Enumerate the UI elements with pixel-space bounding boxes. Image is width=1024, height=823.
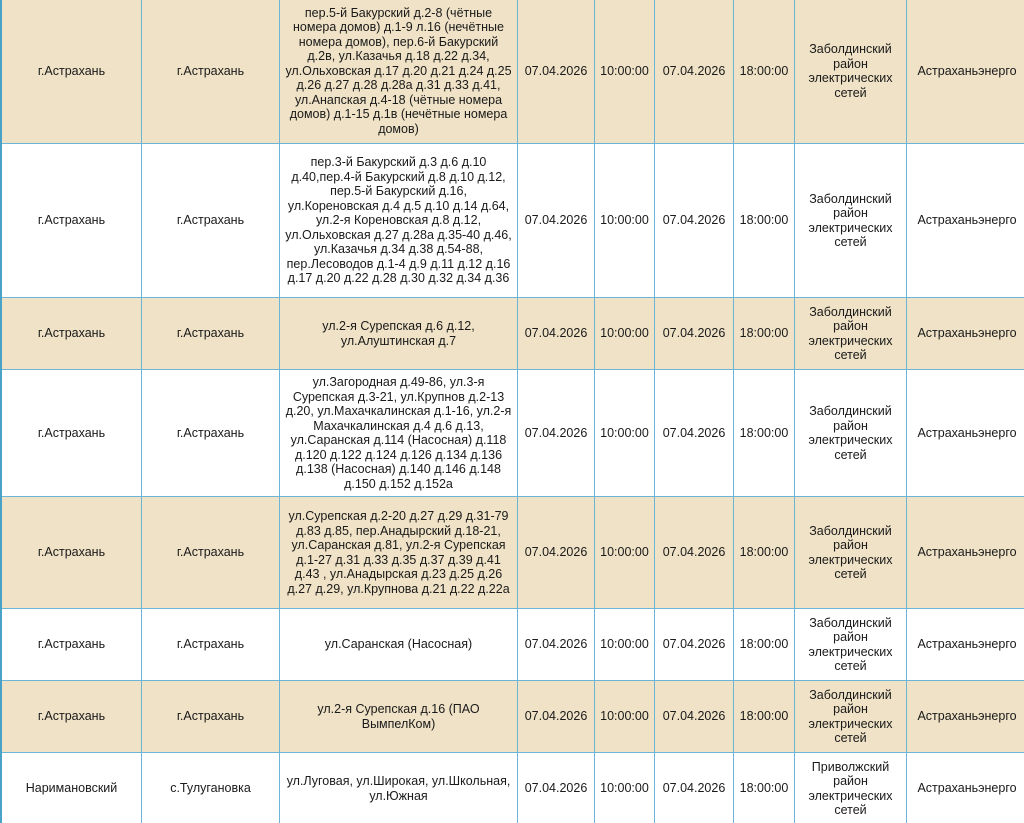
table-row	[2, 753, 1024, 823]
district-cell: г.Астрахань	[2, 0, 142, 144]
company-cell: Астраханьэнерго	[907, 370, 1024, 497]
district-cell: г.Астрахань	[2, 497, 142, 609]
company-cell: Астраханьэнерго	[907, 497, 1024, 609]
table-row	[2, 681, 1024, 753]
start-date-cell: 07.04.2026	[518, 144, 595, 298]
table-row	[2, 298, 1024, 370]
outage-schedule-table	[1, 0, 1024, 823]
table-row	[2, 370, 1024, 497]
settlement-cell: г.Астрахань	[142, 370, 280, 497]
end-date-cell: 07.04.2026	[655, 681, 734, 753]
settlement-cell: г.Астрахань	[142, 144, 280, 298]
start-date-cell: 07.04.2026	[518, 298, 595, 370]
start-date-cell: 07.04.2026	[518, 497, 595, 609]
start-time-cell: 10:00:00	[595, 144, 655, 298]
end-date-cell: 07.04.2026	[655, 753, 734, 823]
start-time-cell: 10:00:00	[595, 753, 655, 823]
outage-table-body	[2, 0, 1024, 823]
start-time-cell: 10:00:00	[595, 609, 655, 681]
network-area-cell: Заболдинский район электрических сетей	[795, 144, 907, 298]
addresses-cell: ул.Сурепская д.2-20 д.27 д.29 д.31-79 д.83 д.85, пер.Анадырский д.18-21, ул.Саранская д.81, ул.2-я Сурепская д.1-27 д.31 д.33 д.35 д.37 д.39 д.41 д.43 , ул.Анадырская д.23 д.25 д.26 д.27 д.29, ул.Крупнова д.21 д.22 д.22а	[280, 497, 518, 609]
district-cell: г.Астрахань	[2, 681, 142, 753]
start-time-cell: 10:00:00	[595, 298, 655, 370]
table-row	[2, 609, 1024, 681]
start-date-cell: 07.04.2026	[518, 681, 595, 753]
end-time-cell: 18:00:00	[734, 609, 795, 681]
network-area-cell: Заболдинский район электрических сетей	[795, 370, 907, 497]
start-time-cell: 10:00:00	[595, 681, 655, 753]
settlement-cell: г.Астрахань	[142, 0, 280, 144]
district-cell: г.Астрахань	[2, 144, 142, 298]
network-area-cell: Заболдинский район электрических сетей	[795, 497, 907, 609]
end-date-cell: 07.04.2026	[655, 497, 734, 609]
addresses-cell: ул.Саранская (Насосная)	[280, 609, 518, 681]
company-cell: Астраханьэнерго	[907, 609, 1024, 681]
addresses-cell: пер.5-й Бакурский д.2-8 (чётные номера домов) д.1-9 л.16 (нечётные номера домов), пер.6-й Бакурский д.2в, ул.Казачья д.18 д.22 д.34, ул.Ольховская д.17 д.20 д.21 д.24 д.25 д.26 д.27 д.28 д.28а д.31 д.33 д.41, ул.Анапская д.4-18 (чётные номера домов) д.1-15 д.1в (нечётные номера домов)	[280, 0, 518, 144]
company-cell: Астраханьэнерго	[907, 298, 1024, 370]
company-cell: Астраханьэнерго	[907, 0, 1024, 144]
district-cell: г.Астрахань	[2, 370, 142, 497]
district-cell: Наримановский	[2, 753, 142, 823]
company-cell: Астраханьэнерго	[907, 144, 1024, 298]
network-area-cell: Заболдинский район электрических сетей	[795, 298, 907, 370]
settlement-cell: г.Астрахань	[142, 609, 280, 681]
end-time-cell: 18:00:00	[734, 753, 795, 823]
settlement-cell: с.Тулугановка	[142, 753, 280, 823]
start-date-cell: 07.04.2026	[518, 0, 595, 144]
end-time-cell: 18:00:00	[734, 370, 795, 497]
end-time-cell: 18:00:00	[734, 298, 795, 370]
start-date-cell: 07.04.2026	[518, 753, 595, 823]
addresses-cell: пер.3-й Бакурский д.3 д.6 д.10 д.40,пер.4-й Бакурский д.8 д.10 д.12, пер.5-й Бакурский д.16, ул.Кореновская д.4 д.5 д.10 д.14 д.64, ул.2-я Кореновская д.8 д.12, ул.Ольховская д.27 д.28а д.35-40 д.46, ул.Казачья д.34 д.38 д.54-88, пер.Лесоводов д.1-4 д.9 д.11 д.12 д.16 д.17 д.20 д.22 д.28 д.30 д.32 д.34 д.36	[280, 144, 518, 298]
addresses-cell: ул.2-я Сурепская д.6 д.12, ул.Алуштинская д.7	[280, 298, 518, 370]
company-cell: Астраханьэнерго	[907, 753, 1024, 823]
settlement-cell: г.Астрахань	[142, 298, 280, 370]
end-time-cell: 18:00:00	[734, 681, 795, 753]
table-row	[2, 497, 1024, 609]
addresses-cell: ул.2-я Сурепская д.16 (ПАО ВымпелКом)	[280, 681, 518, 753]
company-cell: Астраханьэнерго	[907, 681, 1024, 753]
addresses-cell: ул.Луговая, ул.Широкая, ул.Школьная, ул.Южная	[280, 753, 518, 823]
end-date-cell: 07.04.2026	[655, 0, 734, 144]
end-date-cell: 07.04.2026	[655, 144, 734, 298]
addresses-cell: ул.Загородная д.49-86, ул.3-я Сурепская д.3-21, ул.Крупнов д.2-13 д.20, ул.Махачкалинская д.1-16, ул.2-я Махачкалинская д.4 д.6 д.13, ул.Саранская д.114 (Насосная) д.118 д.120 д.122 д.124 д.126 д.134 д.136 д.138 (Насосная) д.140 д.146 д.148 д.150 д.152 д.152а	[280, 370, 518, 497]
network-area-cell: Заболдинский район электрических сетей	[795, 609, 907, 681]
network-area-cell: Заболдинский район электрических сетей	[795, 0, 907, 144]
district-cell: г.Астрахань	[2, 609, 142, 681]
network-area-cell: Заболдинский район электрических сетей	[795, 681, 907, 753]
end-time-cell: 18:00:00	[734, 0, 795, 144]
table-row	[2, 144, 1024, 298]
start-time-cell: 10:00:00	[595, 497, 655, 609]
end-date-cell: 07.04.2026	[655, 609, 734, 681]
start-date-cell: 07.04.2026	[518, 609, 595, 681]
end-date-cell: 07.04.2026	[655, 370, 734, 497]
table-row	[2, 0, 1024, 144]
end-time-cell: 18:00:00	[734, 497, 795, 609]
district-cell: г.Астрахань	[2, 298, 142, 370]
start-date-cell: 07.04.2026	[518, 370, 595, 497]
settlement-cell: г.Астрахань	[142, 681, 280, 753]
start-time-cell: 10:00:00	[595, 370, 655, 497]
settlement-cell: г.Астрахань	[142, 497, 280, 609]
end-date-cell: 07.04.2026	[655, 298, 734, 370]
end-time-cell: 18:00:00	[734, 144, 795, 298]
network-area-cell: Приволжский район электрических сетей	[795, 753, 907, 823]
start-time-cell: 10:00:00	[595, 0, 655, 144]
